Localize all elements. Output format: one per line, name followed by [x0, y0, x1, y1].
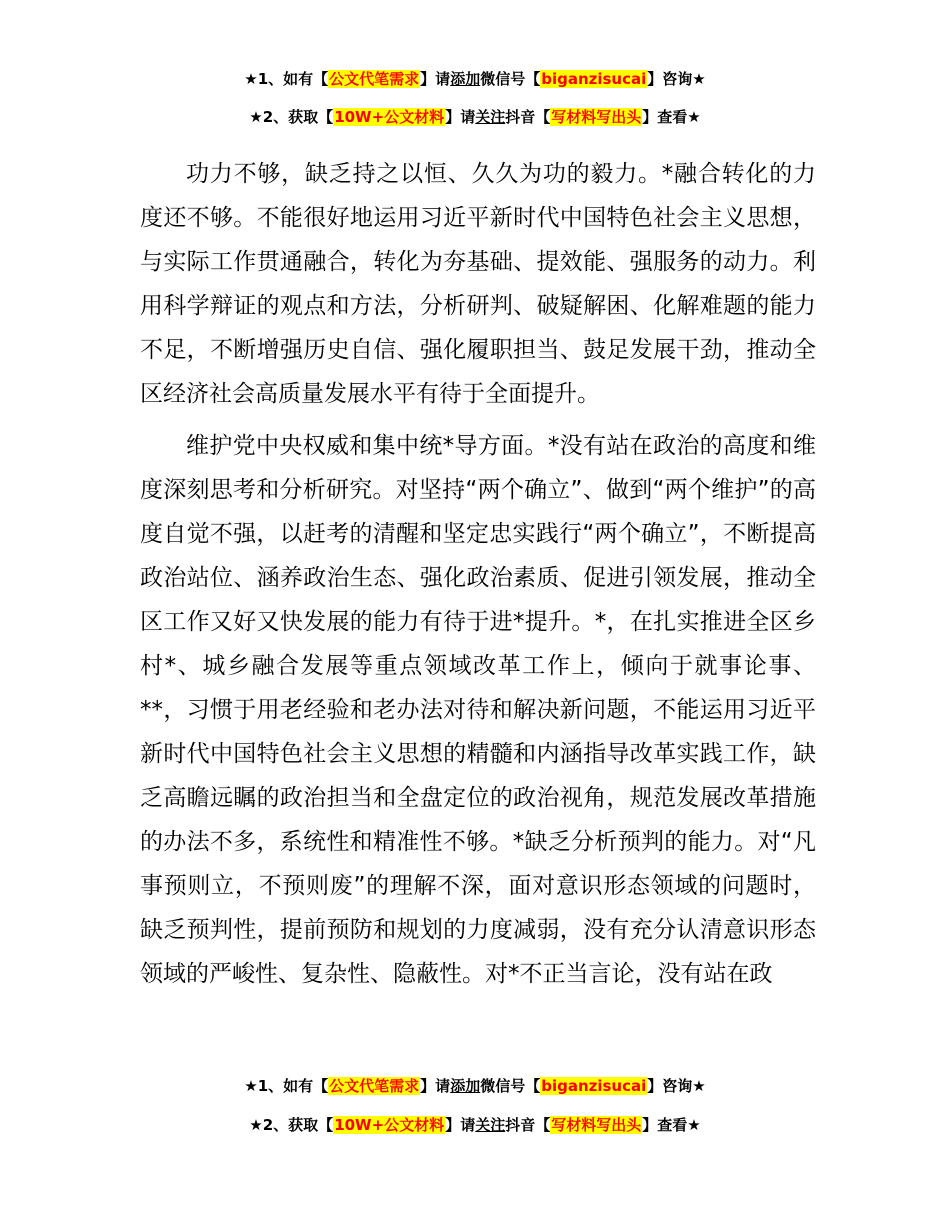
highlight-douyin-account: 写材料写出头 [551, 1116, 642, 1134]
highlight-wechat-id: biganzisucai [541, 1077, 647, 1095]
highlight-ghostwriting: 公文代笔需求 [329, 70, 420, 88]
banner-text: ★1、如有【 [244, 70, 329, 88]
highlight-materials: 10W+公文材料 [334, 108, 445, 126]
banner-text: 】咨询★ [647, 1077, 706, 1095]
underlined-follow: 关注 [475, 108, 506, 126]
banner-text: ★2、获取【 [249, 1116, 334, 1134]
highlight-ghostwriting: 公文代笔需求 [329, 1077, 420, 1095]
header-banner-line-1 [0, 68, 950, 90]
banner-text: 】咨询★ [647, 70, 706, 88]
banner-text: ★2、获取【 [249, 108, 334, 126]
document-body [140, 152, 816, 1004]
paragraph: 维护党中央权威和集中统*导方面。*没有站在政治的高度和维度深刻思考和分析研究。对坚持“两个确立”、做到“两个维护”的高度自觉不强，以赶考的清醒和坚定忠实践行“两个确立”，不断提高政治站位、涵养政治生态、强化政治素质、促进引领发展，推动全区工作又好又快发展的能力有待于进*提升。*，在扎实推进全区乡村*、城乡融合发展等重点领域改革工作上，倾向于就事论事、**，习惯于用老经验和老办法对待和解决新问题，不能运用习近平新时代中国特色社会主义思想的精髓和内涵指导改革实践工作，缺乏高瞻远瞩的政治担当和全盘定位的政治视角，规范发展改革措施的办法不多，系统性和精准性不够。*缺乏分析预判的能力。对“凡事预则立，不预则废”的理解不深，面对意识形态领域的问题时，缺乏预判性，提前预防和规划的力度减弱，没有充分认清意识形态领域的严峻性、复杂性、隐蔽性。对*不正当言论，没有站在政 [140, 433, 816, 987]
header-banner-line-2 [0, 106, 950, 128]
banner-text: 】查看★ [642, 1116, 701, 1134]
banner-text: 】请 [445, 1116, 476, 1134]
banner-text: 】请 [445, 108, 476, 126]
banner-text: 微信号【 [480, 70, 541, 88]
paragraph: 功力不够，缺乏持之以恒、久久为功的毅力。*融合转化的力度还不够。不能很好地运用习近平新时代中国特色社会主义思想，与实际工作贯通融合，转化为夯基础、提效能、强服务的动力。利用科学辩证的观点和方法，分析研判、破疑解困、化解难题的能力不足，不断增强历史自信、强化履职担当、鼓足发展干劲，推动全区经济社会高质量发展水平有待于全面提升。 [140, 161, 816, 407]
banner-text: 抖音【 [505, 108, 551, 126]
highlight-materials: 10W+公文材料 [334, 1116, 445, 1134]
highlight-wechat-id: biganzisucai [541, 70, 647, 88]
footer-banner-line-2 [0, 1114, 950, 1136]
highlight-douyin-account: 写材料写出头 [551, 108, 642, 126]
banner-text: 】查看★ [642, 108, 701, 126]
banner-text: ★1、如有【 [244, 1077, 329, 1095]
underlined-add: 添加 [450, 70, 481, 88]
underlined-follow: 关注 [475, 1116, 506, 1134]
banner-text: 】请 [420, 70, 451, 88]
underlined-add: 添加 [450, 1077, 481, 1095]
banner-text: 】请 [420, 1077, 451, 1095]
banner-text: 微信号【 [480, 1077, 541, 1095]
banner-text: 抖音【 [505, 1116, 551, 1134]
footer-banner-line-1 [0, 1075, 950, 1097]
